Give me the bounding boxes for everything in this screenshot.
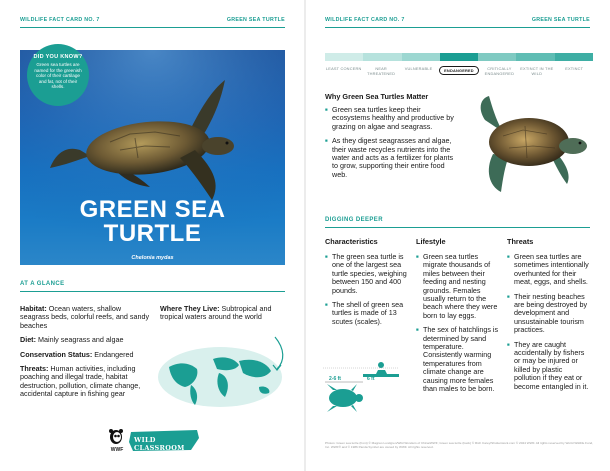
why-heading: Why Green Sea Turtles Matter — [325, 92, 429, 101]
header-species: GREEN SEA TURTLE — [226, 17, 285, 23]
did-you-know-title: DID YOU KNOW? — [33, 54, 83, 60]
status-label-active: ENDANGERED — [439, 66, 478, 75]
threats-column — [507, 237, 591, 397]
status-text: Endangered — [94, 349, 134, 359]
threats-label: Threats: — [20, 364, 49, 374]
lifestyle-column — [416, 237, 500, 400]
status-scale-segment — [478, 53, 516, 61]
threats-bullet: ■ Green sea turtles are sometimes intentionally overhunted for their meat, eggs, and shells. — [507, 253, 591, 287]
diet-fact — [20, 336, 152, 344]
status-scale-segment — [440, 53, 478, 61]
at-a-glance-rule — [20, 291, 285, 292]
lifestyle-bullet: ■ The sex of hatchlings is determined by sand temperature. Consistently warming temperatures from climate change are causing more females than males to be born. — [416, 326, 500, 393]
turtle-photo-secondary — [463, 90, 593, 200]
threats-text: Human activities, including poaching and illegal trade, habitat destruction, pollution, climate change, accidental capture in fishing gear — [20, 364, 141, 399]
size-comparison-illustration — [323, 360, 403, 418]
status-label: EXTINCT IN THE WILD — [520, 66, 554, 76]
logo-row — [107, 428, 202, 459]
header-species-right: GREEN SEA TURTLE — [531, 17, 590, 23]
characteristics-column — [325, 237, 409, 332]
threats-fact — [20, 365, 152, 399]
status-label: EXTINCT — [565, 66, 584, 71]
characteristics-bullet: ■ The shell of green sea turtles is made of 13 scutes (scales). — [325, 301, 409, 326]
digging-deeper-heading: DIGGING DEEPER — [325, 217, 383, 223]
status-scale-segment — [555, 53, 593, 61]
range-map — [155, 335, 290, 413]
scientific-name: Chelonia mydas — [131, 255, 174, 261]
human-size-label: 6 ft — [367, 376, 375, 382]
header-rule-right — [325, 27, 590, 28]
lifestyle-title: Lifestyle — [416, 237, 446, 246]
wwf-label: WWF — [110, 447, 124, 453]
hero-title-line1: GREEN SEA — [79, 196, 226, 223]
status-scale-segment — [363, 53, 401, 61]
at-a-glance-left — [20, 305, 152, 399]
did-you-know-badge — [27, 44, 89, 106]
status-fact — [20, 351, 152, 359]
why-list — [325, 106, 455, 185]
turtle-size-label: 2-6 ft — [329, 376, 341, 382]
header-card-number: WILDLIFE FACT CARD NO. 7 — [20, 17, 100, 23]
lifestyle-list — [416, 253, 500, 394]
why-bullet: ■ As they digest seagrasses and algae, their waste recycles nutrients into the water and acts as a fertilizer for plants to grow, supporting their entire food web. — [325, 137, 455, 179]
size-comparison — [323, 360, 403, 418]
header-rule — [20, 27, 285, 28]
status-scale-segment — [516, 53, 554, 61]
why-bullet: ■ Green sea turtles keep their ecosystems healthy and productive by grazing on algae and seagrass. — [325, 106, 455, 131]
hero-title — [20, 198, 285, 246]
where-fact — [160, 305, 290, 322]
at-a-glance-heading: AT A GLANCE — [20, 281, 65, 287]
characteristics-title: Characteristics — [325, 237, 378, 246]
conservation-status-scale — [325, 53, 593, 61]
characteristics-bullet: ■ The green sea turtle is one of the largest sea turtle species, weighing between 150 and 400 pounds. — [325, 253, 409, 295]
status-label: LEAST CONCERN — [325, 66, 362, 71]
threats-bullet: ■ Their nesting beaches are being destroyed by development and unsustainable tourism practices. — [507, 293, 591, 335]
where-text: Subtropical and tropical waters around the world — [160, 304, 272, 322]
status-label: CRITICALLY ENDANGERED — [484, 66, 515, 76]
habitat-text: Ocean waters, shallow seagrass beds, colorful reefs, and sandy beaches — [20, 304, 150, 330]
world-map-icon — [155, 335, 290, 413]
photo-credits: Photos: Green sea turtle (front) © Magnus Lundgren/Wild Wonders of China/WWF; Green sea turtle (back) © Rich Carey/Shutterstock.com © 2024 WWF. All rights reserved by World Wildlife Fund, Inc. WWF® and © 1986 Panda Symbol are owned by WWF. All rights reserved. — [325, 441, 594, 450]
header-card-number-right: WILDLIFE FACT CARD NO. 7 — [325, 17, 405, 23]
lifestyle-bullet: ■ Green sea turtles migrate thousands of miles between their feeding and nesting grounds. Females usually return to the beach where they were born to lay eggs. — [416, 253, 500, 320]
habitat-fact — [20, 305, 152, 330]
status-label: VULNERABLE — [404, 66, 433, 71]
characteristics-list — [325, 253, 409, 326]
hero-title-line2: TURTLE — [103, 220, 202, 247]
threats-list — [507, 253, 591, 391]
status-scale-segment — [325, 53, 363, 61]
status-scale-segment — [402, 53, 440, 61]
turtle-illustration — [463, 90, 593, 200]
where-they-live — [160, 305, 290, 322]
conservation-status-labels — [325, 66, 593, 76]
diet-text: Mainly seagrass and algae — [37, 335, 124, 345]
page-spine — [304, 0, 306, 471]
threats-title: Threats — [507, 237, 534, 246]
digging-deeper-rule — [325, 227, 590, 228]
diet-label: Diet: — [20, 335, 36, 345]
status-label: Conservation Status: — [20, 349, 93, 359]
habitat-label: Habitat: — [20, 304, 47, 313]
did-you-know-text: Green sea turtles are named for the greenish color of their cartilage and fat, not of their shells. — [34, 62, 82, 90]
status-label: NEAR THREATENED — [367, 66, 396, 76]
where-label: Where They Live: — [160, 304, 220, 313]
threats-bullet: ■ They are caught accidentally by fishers or may be injured or killed by plastic pollution if they eat or become entangled in it. — [507, 341, 591, 391]
wild-classroom-logo: WILD CLASSROOM — [134, 436, 185, 452]
